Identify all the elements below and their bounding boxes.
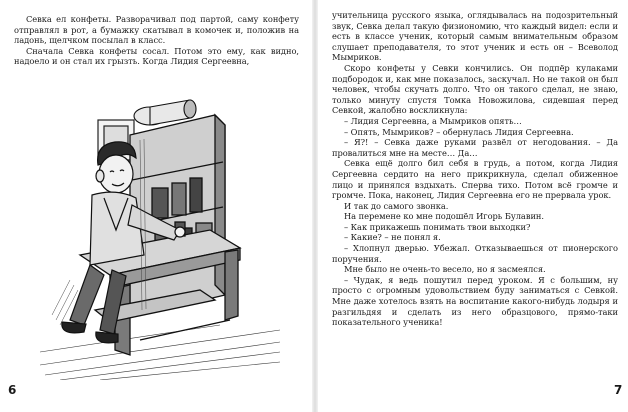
right-page-text <box>332 10 618 328</box>
right-paragraph: – Лидия Сергеевна, а Мымриков опять… <box>344 115 522 126</box>
right-paragraph: учительница русского языка, оглядывалась на подозрительный звук, Севка делал такую физиономию, что каждый видел: если и есть в классе ученик, который самым внимательным образом слушает преподавателя, то этот ученик и есть он – Всеволод Мымриков. <box>332 10 618 63</box>
left-paragraph: Сначала Севка конфеты сосал. Потом это ему, как видно, надоело и он стал их грызть. Когда Лидия Сергеевна, <box>14 45 299 67</box>
right-paragraph: Севка ещё долго бил себя в грудь, а потом, когда Лидия Сергеевна сердито на него прикрикнула, сделал обиженное лицо и принялся вздыхать. Сперва тихо. Потом всё громче и громче. Пока, наконец, Лидия Сергеевна его не прервала урок. <box>332 158 618 201</box>
page-number-left: 6 <box>8 383 17 397</box>
right-paragraph: – Опять, Мымриков? – обернулась Лидия Сергеевна. <box>344 126 574 137</box>
right-paragraph: – Какие? – не понял я. <box>344 232 441 243</box>
right-page <box>318 0 628 412</box>
left-page-text <box>14 14 299 67</box>
right-paragraph: – Чудак, я ведь пошутил перед уроком. Я с большим, ну просто с огромным удовольствием буду заниматься с Севкой. Мне даже хотелось взять на воспитание какого-нибудь лодыря и разгильдяя и сделать из него образцового, прямо-таки показательного ученика! <box>332 274 618 328</box>
right-paragraph: На перемене ко мне подошёл Игорь Булавин. <box>344 211 544 222</box>
left-page <box>0 0 312 412</box>
left-paragraph: Севка ел конфеты. Разворачивал под партой, саму конфету отправлял в рот, а бумажку скатывал в комочек и, положив на ладонь, щелчком посылал в класс. <box>14 14 299 46</box>
page-number-right: 7 <box>614 383 623 397</box>
right-paragraph: Мне было не очень-то весело, но я засмеялся. <box>344 264 546 275</box>
right-paragraph: – Я?! – Севка даже руками развёл от негодования. – Да провалиться мне на месте… Да… <box>332 137 618 158</box>
right-paragraph: И так до самого звонка. <box>344 200 449 211</box>
right-paragraph: – Как прикажешь понимать твои выходки? <box>344 221 531 232</box>
right-paragraph: Скоро конфеты у Севки кончились. Он подпёр кулаками подбородок и, как мне показалось, заскучал. Но не такой он был человек, чтобы скучать долго. Что он такого сделал, не знаю, только минуту спустя Томка Новожилова, сидевшая перед Севкой, жалобно воскликнула: <box>332 62 618 116</box>
right-paragraph: – Хлопнул дверью. Убежал. Отказываешься от пионерского поручения. <box>332 243 618 264</box>
illustration-boy-at-school-desk <box>40 80 280 380</box>
